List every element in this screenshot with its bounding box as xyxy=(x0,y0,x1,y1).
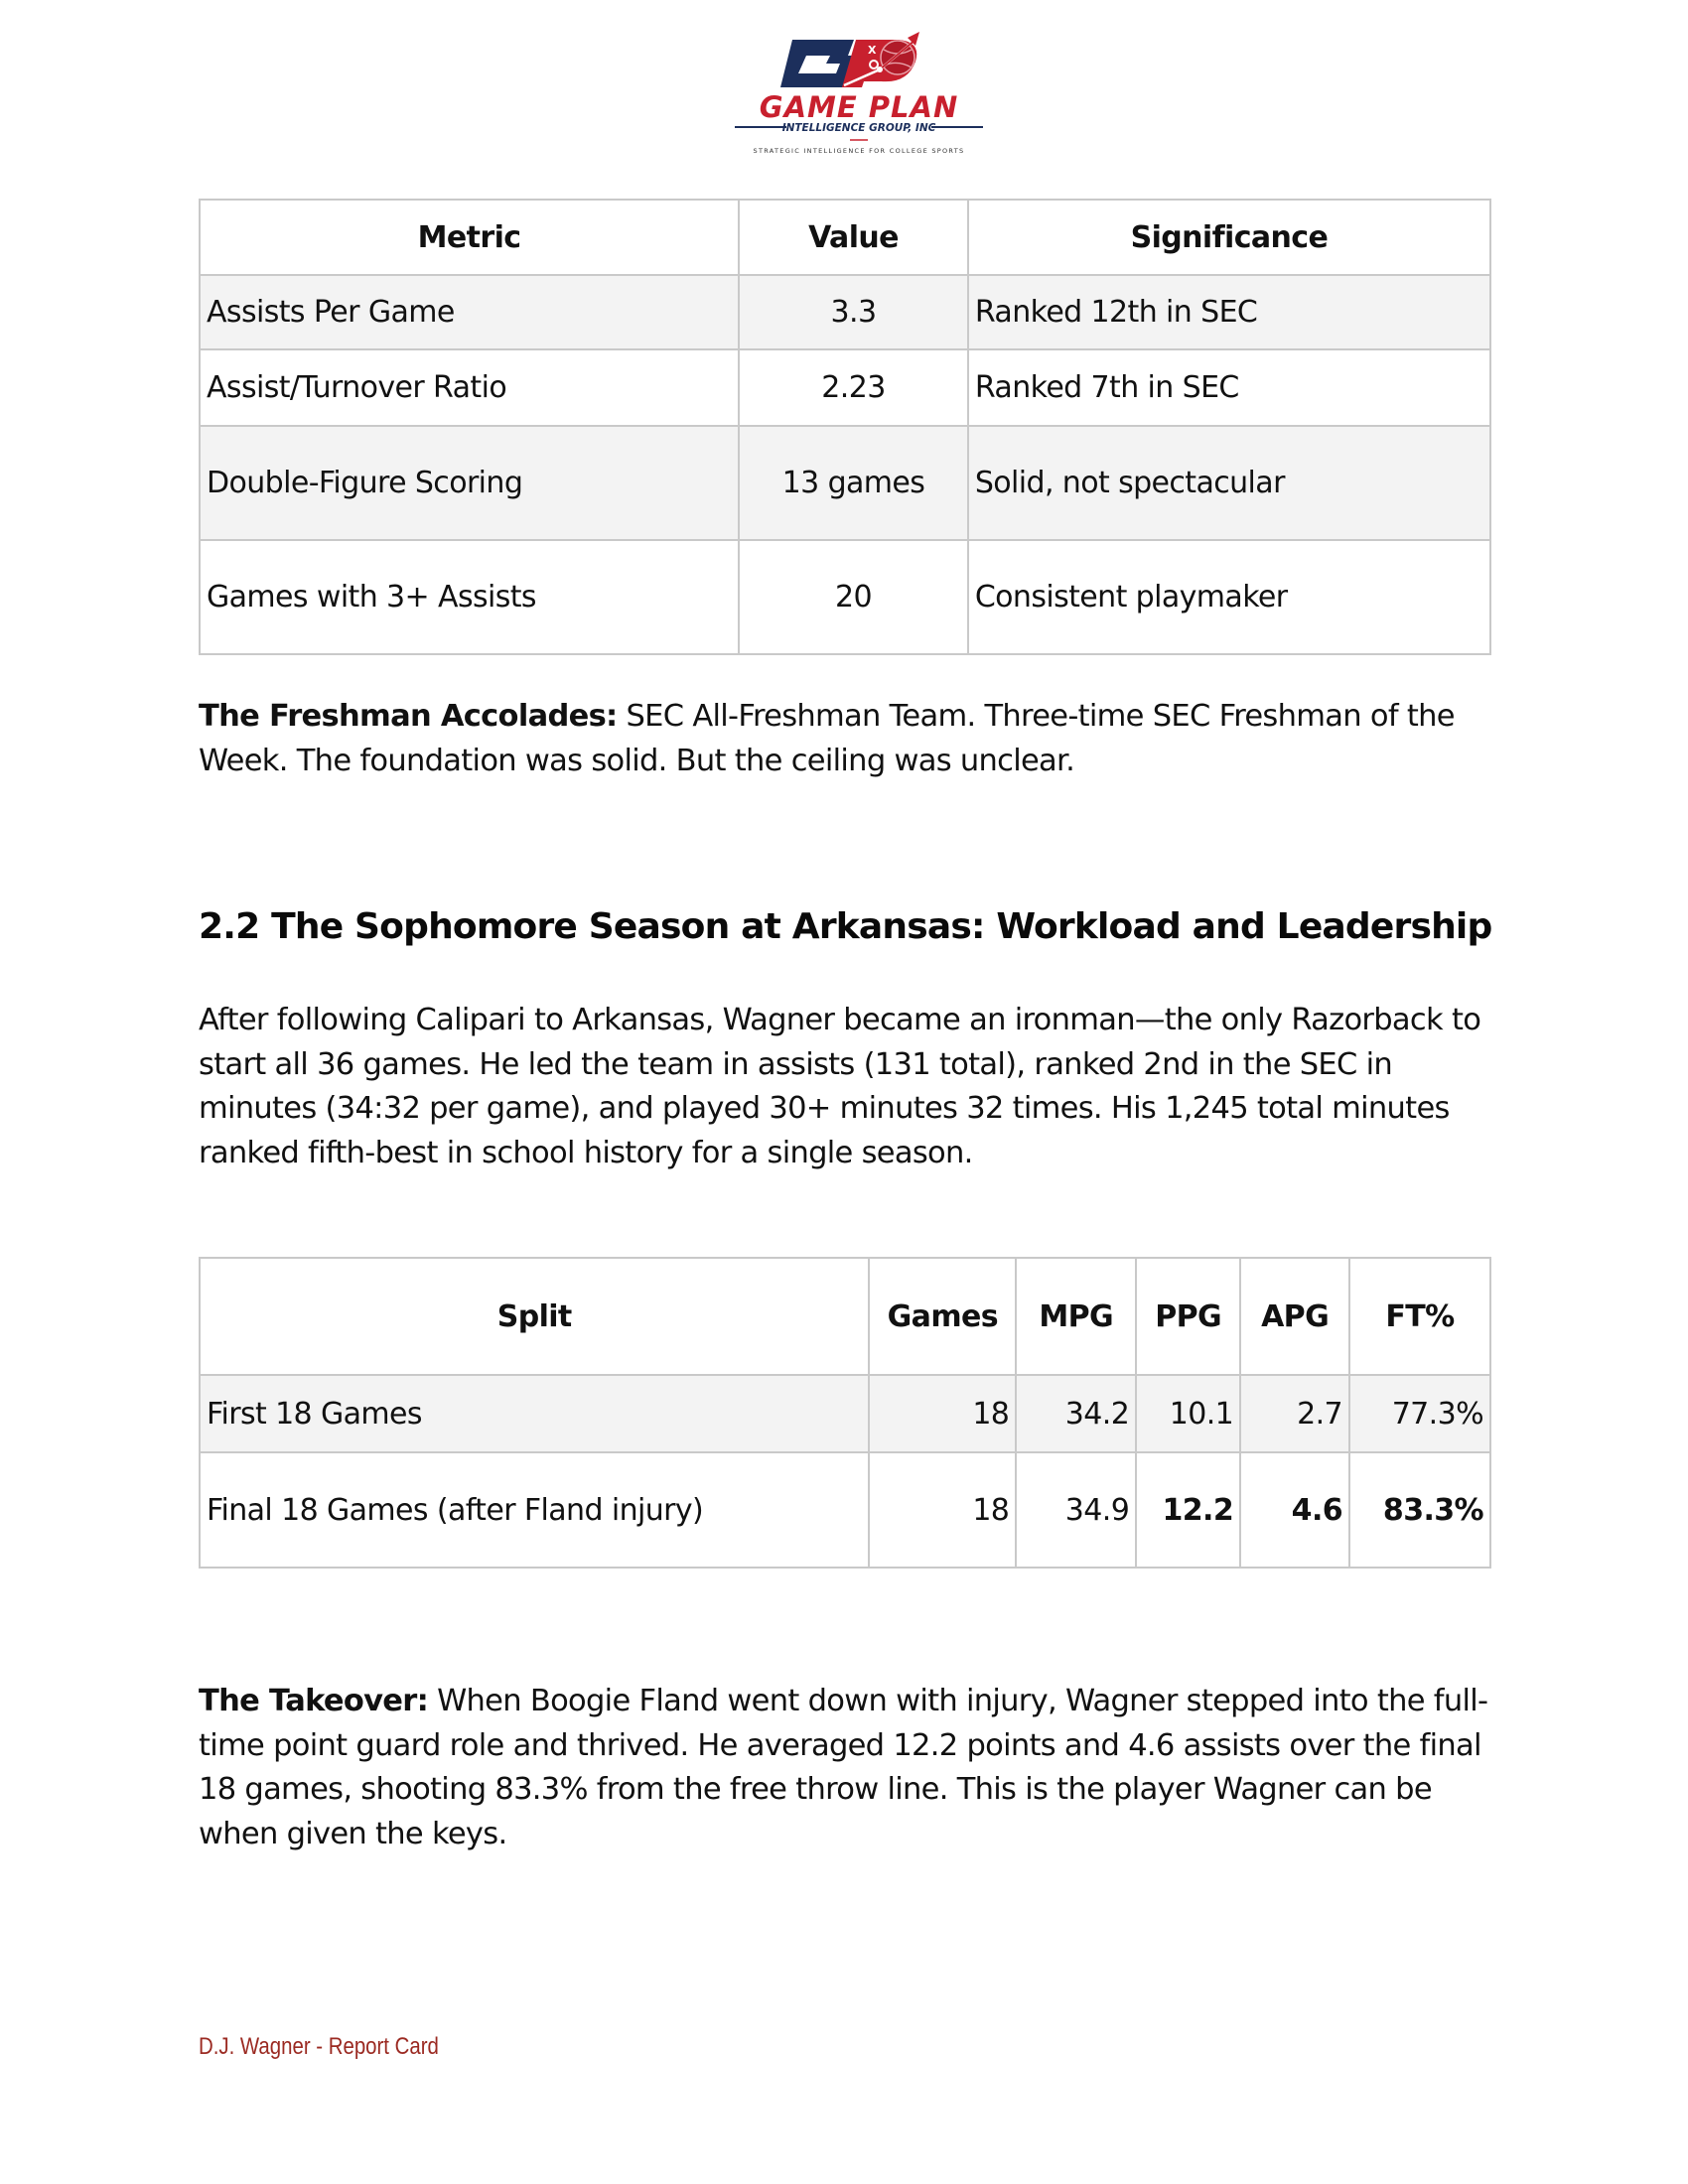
significance-cell: Consistent playmaker xyxy=(968,540,1490,654)
table-header-row xyxy=(200,1258,1490,1375)
split-cell: First 18 Games xyxy=(200,1375,869,1452)
ft-pct-cell: 83.3% xyxy=(1349,1452,1490,1568)
column-header: Value xyxy=(739,200,968,275)
page-footer: D.J. Wagner - Report Card xyxy=(199,2033,439,2060)
mpg-cell: 34.2 xyxy=(1016,1375,1136,1452)
column-header: MPG xyxy=(1016,1258,1136,1375)
games-cell: 18 xyxy=(869,1375,1016,1452)
apg-cell: 2.7 xyxy=(1240,1375,1349,1452)
svg-text:X: X xyxy=(868,44,877,57)
takeover-paragraph xyxy=(199,1680,1499,1856)
column-header: Split xyxy=(200,1258,869,1375)
table-row xyxy=(200,1452,1490,1568)
table-row xyxy=(200,426,1490,540)
sophomore-paragraph: After following Calipari to Arkansas, Wagner became an ironman—the only Razorback to start all 36 games. He led the team in assists (131 total), ranked 2nd in the SEC in minutes (34:32 per game), and played 30+ minutes 32 times. His 1,245 total minutes ranked fifth-best in school history for a single season. xyxy=(199,1003,1481,1170)
table-row xyxy=(200,540,1490,654)
takeover-text: When Boogie Fland went down with injury, Wagner stepped into the full-time point guard role and thrived. He averaged 12.2 points and 4.6 assists over the final 18 games, shooting 83.3% from the free throw line. This is the player Wagner can be when given the keys. xyxy=(199,1684,1488,1851)
table-header-row xyxy=(200,200,1490,275)
value-cell: 2.23 xyxy=(739,349,968,426)
season-splits-table xyxy=(199,1257,1491,1569)
metric-cell: Double-Figure Scoring xyxy=(200,426,739,540)
table-row xyxy=(200,1375,1490,1452)
ft-pct-cell: 77.3% xyxy=(1349,1375,1490,1452)
column-header: FT% xyxy=(1349,1258,1490,1375)
column-header: PPG xyxy=(1136,1258,1240,1375)
significance-cell: Ranked 12th in SEC xyxy=(968,275,1490,349)
accolades-text: SEC All-Freshman Team. Three-time SEC Freshman of the Week. The foundation was solid. But the ceiling was unclear. xyxy=(199,699,1455,778)
company-logo xyxy=(695,10,1023,159)
accolades-label: The Freshman Accolades: xyxy=(199,699,618,734)
value-cell: 3.3 xyxy=(739,275,968,349)
games-cell: 18 xyxy=(869,1452,1016,1568)
ppg-cell: 12.2 xyxy=(1136,1452,1240,1568)
column-header: Metric xyxy=(200,200,739,275)
freshman-metrics-table xyxy=(199,199,1491,655)
column-header: Games xyxy=(869,1258,1016,1375)
metric-cell: Assists Per Game xyxy=(200,275,739,349)
ppg-cell: 10.1 xyxy=(1136,1375,1240,1452)
takeover-label: The Takeover: xyxy=(199,1684,429,1718)
value-cell: 13 games xyxy=(739,426,968,540)
split-cell: Final 18 Games (after Fland injury) xyxy=(200,1452,869,1568)
column-header: Significance xyxy=(968,200,1490,275)
significance-cell: Solid, not spectacular xyxy=(968,426,1490,540)
logo-tagline: STRATEGIC INTELLIGENCE FOR COLLEGE SPORTS xyxy=(753,147,965,155)
column-header: APG xyxy=(1240,1258,1349,1375)
section-heading: 2.2 The Sophomore Season at Arkansas: Workload and Leadership xyxy=(199,906,1492,947)
mpg-cell: 34.9 xyxy=(1016,1452,1136,1568)
logo-monogram-icon xyxy=(780,32,919,87)
accolades-paragraph xyxy=(199,695,1499,783)
value-cell: 20 xyxy=(739,540,968,654)
significance-cell: Ranked 7th in SEC xyxy=(968,349,1490,426)
logo-company: INTELLIGENCE GROUP, INC xyxy=(781,122,936,134)
metric-cell: Games with 3+ Assists xyxy=(200,540,739,654)
table-row xyxy=(200,349,1490,426)
apg-cell: 4.6 xyxy=(1240,1452,1349,1568)
table-row xyxy=(200,275,1490,349)
metric-cell: Assist/Turnover Ratio xyxy=(200,349,739,426)
logo-name: GAME PLAN xyxy=(759,90,959,124)
